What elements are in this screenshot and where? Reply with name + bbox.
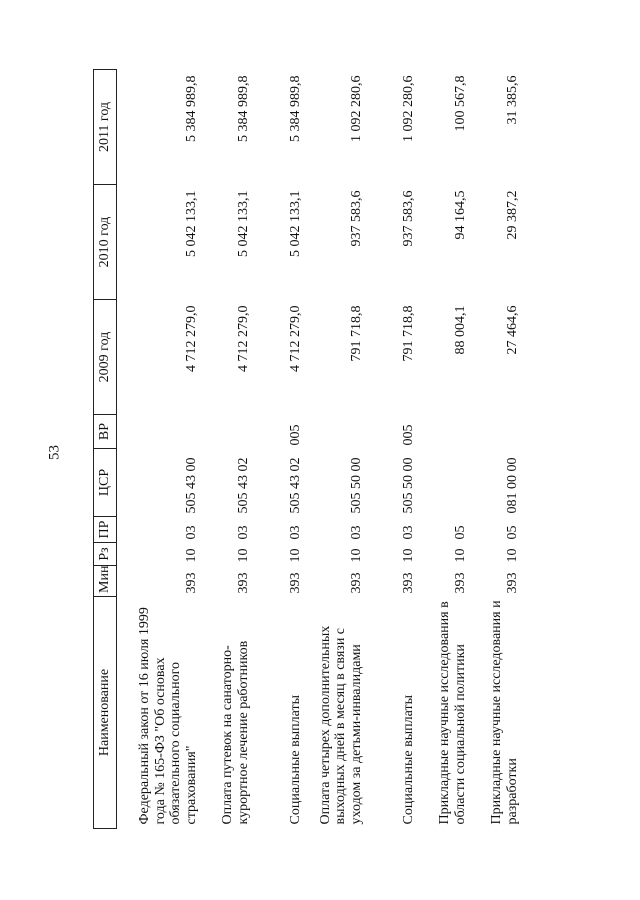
table-row (423, 70, 475, 829)
row-csr: 505 43 02 (288, 457, 304, 514)
row-2009: 791 718,8 (349, 305, 365, 362)
row-rz: 10 (236, 548, 252, 563)
row-pr: 05 (505, 525, 521, 540)
row-2010: 937 583,6 (401, 190, 417, 247)
row-name: Прикладные научные исследования в области социальной политики (437, 601, 469, 825)
header-2009: 2009 год (94, 300, 117, 415)
row-2010: 5 042 133,1 (288, 190, 304, 257)
row-csr (423, 449, 475, 517)
row-2010: 937 583,6 (349, 190, 365, 247)
row-name: Социальные выплаты (288, 694, 304, 825)
row-vr: 005 (288, 424, 304, 446)
header-min: Мин (94, 566, 117, 597)
row-2011: 1 092 280,6 (349, 75, 365, 142)
row-2011: 5 384 989,8 (236, 75, 252, 142)
header-rz: Рз (94, 543, 117, 566)
row-vr: 005 (401, 424, 417, 446)
header-pr: ПР (94, 517, 117, 543)
row-min: 393 (453, 572, 469, 594)
page-number: 53 (46, 445, 63, 460)
header-name: Наименование (94, 597, 117, 829)
row-2011: 5 384 989,8 (288, 75, 304, 142)
row-csr: 081 00 00 (505, 457, 521, 514)
row-csr: 505 50 00 (401, 457, 417, 514)
header-2010: 2010 год (94, 185, 117, 300)
header-csr: ЦСР (94, 449, 117, 517)
table-row (206, 70, 258, 829)
row-2009: 4 712 279,0 (236, 305, 252, 372)
row-name: Оплата путевок на санаторно-курортное лечение работников (220, 640, 252, 825)
row-rz: 10 (184, 548, 200, 563)
row-vr (206, 415, 258, 449)
row-rz: 10 (401, 548, 417, 563)
row-name: Федеральный закон от 16 июля 1999 года № 165-ФЗ "Об основах обязательного социального страхования" (137, 607, 200, 825)
row-name: Социальные выплаты (401, 694, 417, 825)
row-2010: 94 164,5 (453, 190, 469, 240)
row-2009: 88 004,1 (453, 305, 469, 355)
table-header (94, 70, 117, 829)
row-min: 393 (401, 572, 417, 594)
row-rz: 10 (349, 548, 365, 563)
header-2011: 2011 год (94, 70, 117, 185)
row-min: 393 (288, 572, 304, 594)
row-2009: 4 712 279,0 (288, 305, 304, 372)
row-vr (310, 415, 371, 449)
row-vr (475, 415, 527, 449)
row-2009: 27 464,6 (505, 305, 521, 355)
row-vr (423, 415, 475, 449)
row-2009: 4 712 279,0 (184, 305, 200, 372)
row-min: 393 (505, 572, 521, 594)
row-2010: 29 387,2 (505, 190, 521, 240)
header-vr: ВР (94, 415, 117, 449)
row-2010: 5 042 133,1 (236, 190, 252, 257)
row-2011: 1 092 280,6 (401, 75, 417, 142)
row-name: Оплата четырех дополнительных выходных дней в месяц в связи с уходом за детьми-инвалидами (317, 625, 365, 825)
row-rz: 10 (505, 548, 521, 563)
row-pr: 03 (184, 525, 200, 540)
table-row (310, 70, 371, 829)
row-2011: 100 567,8 (453, 75, 469, 132)
table-row (117, 70, 206, 829)
row-pr: 03 (236, 525, 252, 540)
row-csr: 505 50 00 (349, 457, 365, 514)
row-rz: 10 (288, 548, 304, 563)
table-row (258, 70, 310, 829)
row-2011: 31 385,6 (505, 75, 521, 125)
budget-table-container (93, 69, 521, 829)
row-2011: 5 384 989,8 (184, 75, 200, 142)
row-name: Прикладные научные исследования и разработки (489, 600, 521, 825)
row-vr (117, 415, 206, 449)
row-pr: 03 (288, 525, 304, 540)
row-csr: 505 43 02 (236, 457, 252, 514)
row-min: 393 (184, 572, 200, 594)
row-2010: 5 042 133,1 (184, 190, 200, 257)
row-pr: 03 (349, 525, 365, 540)
row-pr: 05 (453, 525, 469, 540)
row-2009: 791 718,8 (401, 305, 417, 362)
table-row (371, 70, 423, 829)
budget-table (93, 69, 527, 829)
row-rz: 10 (453, 548, 469, 563)
row-csr: 505 43 00 (184, 457, 200, 514)
row-min: 393 (236, 572, 252, 594)
table-row (475, 70, 527, 829)
row-min: 393 (349, 572, 365, 594)
row-pr: 03 (401, 525, 417, 540)
